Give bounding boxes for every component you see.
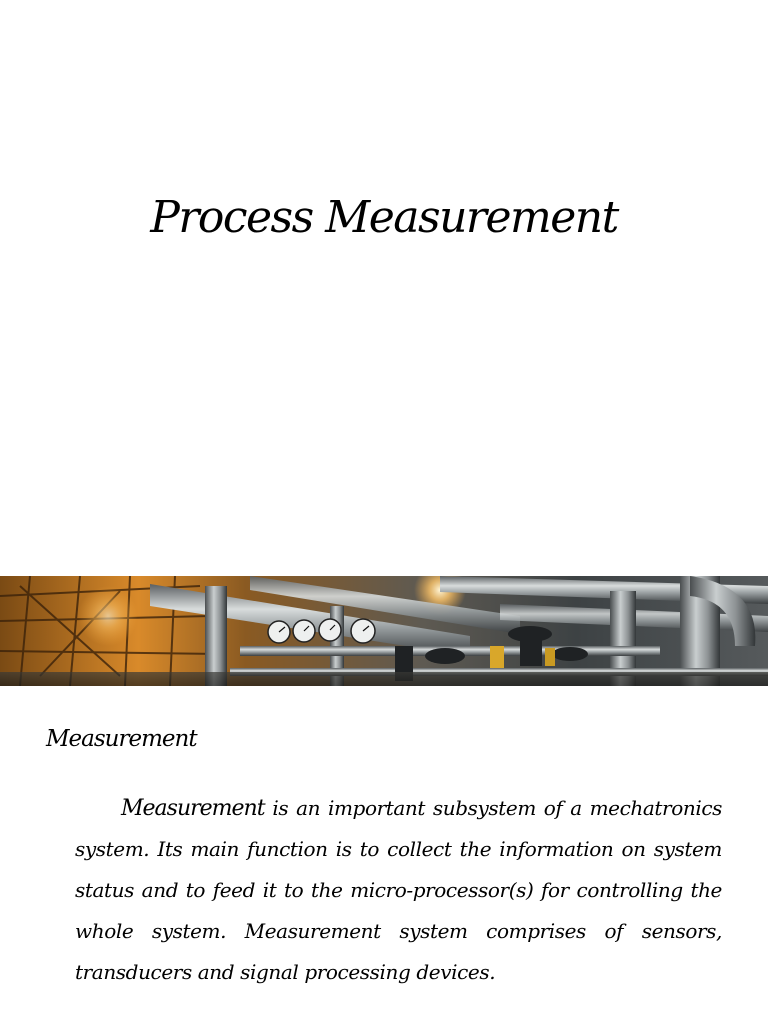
industrial-pipes-banner	[0, 576, 768, 686]
body-text: is an important subsystem of a mechatronics system. Its main function is to collect the information on system status and to feed it to the micro-processor(s) for controlling the whole system. Measurement system comprises of sensors, transducers and signal processing devices.	[75, 796, 722, 984]
body-paragraph	[75, 788, 722, 993]
industrial-pipes-image	[0, 576, 768, 686]
section-heading: Measurement	[46, 726, 197, 752]
slide-title: Process Measurement	[150, 192, 618, 243]
lead-term: Measurement	[121, 796, 265, 821]
